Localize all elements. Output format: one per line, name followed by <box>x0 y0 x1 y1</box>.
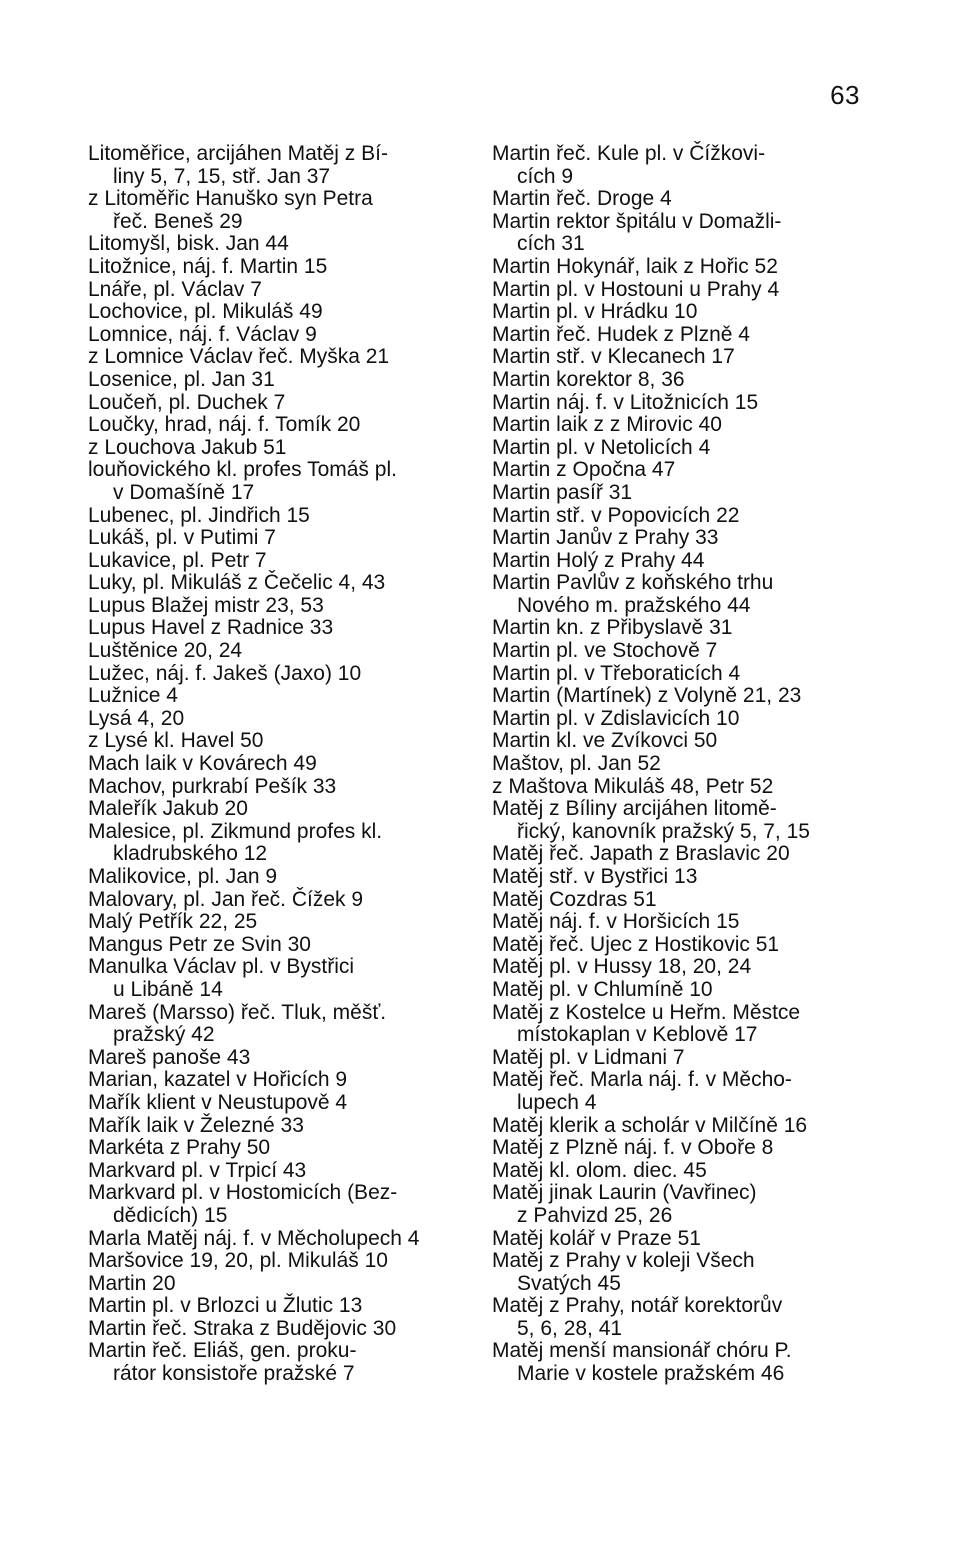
index-entry <box>88 550 473 573</box>
index-entry <box>492 663 872 686</box>
index-entry-line: Martin (Martínek) z Volyně 21, 23 <box>492 684 802 708</box>
index-entry <box>492 550 872 573</box>
index-entry <box>88 617 473 640</box>
index-entry-line: Maleřík Jakub 20 <box>88 797 248 821</box>
index-entry <box>492 1340 872 1385</box>
index-entry <box>88 527 473 550</box>
index-entry <box>492 324 872 347</box>
index-entry-line: Matěj pl. v Hussy 18, 20, 24 <box>492 955 752 979</box>
index-entry <box>492 843 872 866</box>
index-entry <box>88 1137 473 1160</box>
index-entry <box>88 188 473 233</box>
index-entry-continuation: řeč. Beneš 29 <box>113 209 243 233</box>
index-entry-line: Martin z Opočna 47 <box>492 458 676 482</box>
index-entry <box>492 798 872 843</box>
index-entry <box>88 369 473 392</box>
index-entry <box>88 753 473 776</box>
index-entry <box>88 1182 473 1227</box>
index-entry-line: Lukavice, pl. Petr 7 <box>88 548 267 572</box>
index-entry-line: Martin pl. v Hrádku 10 <box>492 300 698 324</box>
index-entry-line: Martin náj. f. v Litožnicích 15 <box>492 390 759 414</box>
index-entry <box>492 1115 872 1138</box>
index-entry <box>88 1160 473 1183</box>
index-entry-line: Matěj pl. v Lidmani 7 <box>492 1045 685 1069</box>
index-entry-continuation: dědicích) 15 <box>113 1203 228 1227</box>
index-entry-line: Litoměřice, arcijáhen Matěj z Bí- <box>88 142 388 165</box>
index-entry <box>492 934 872 957</box>
index-entry-line: Martin kn. z Přibyslavě 31 <box>492 616 733 640</box>
index-entry-continuation: 5, 6, 28, 41 <box>517 1316 623 1340</box>
index-entry <box>492 708 872 731</box>
index-entry-line: Martin Pavlův z koňského trhu <box>492 571 774 595</box>
index-entry-line: Martin kl. ve Zvíkovci 50 <box>492 729 718 753</box>
index-entry-line: Martin laik z z Mirovic 40 <box>492 413 722 437</box>
index-entry <box>88 572 473 595</box>
index-entry <box>88 1047 473 1070</box>
index-entry <box>492 979 872 1002</box>
index-entry <box>88 934 473 957</box>
index-entry-line: Matěj náj. f. v Horšicích 15 <box>492 910 740 934</box>
index-entry-line: Matěj z Prahy, notář korektorův <box>492 1294 783 1318</box>
index-entry-line: Matěj kl. olom. diec. 45 <box>492 1158 707 1182</box>
index-entry <box>88 346 473 369</box>
index-entry <box>492 730 872 753</box>
index-entry-continuation: Marie v kostele pražském 46 <box>517 1362 785 1386</box>
index-entry <box>492 527 872 550</box>
index-entry-line: Mareš panoše 43 <box>88 1045 251 1069</box>
index-entry-line: Lochovice, pl. Mikuláš 49 <box>88 300 323 324</box>
index-entry-line: Matěj pl. v Chlumíně 10 <box>492 977 713 1001</box>
index-entry-continuation: liny 5, 7, 15, stř. Jan 37 <box>113 164 331 188</box>
index-entry <box>88 821 473 866</box>
index-entry-line: Matěj řeč. Ujec z Hostikovic 51 <box>492 932 780 956</box>
index-entry <box>88 889 473 912</box>
index-entry-line: Marian, kazatel v Hořicích 9 <box>88 1068 348 1092</box>
index-entry <box>88 1340 473 1385</box>
index-entry <box>88 301 473 324</box>
index-entry <box>492 143 872 188</box>
index-entry <box>88 414 473 437</box>
index-entry <box>88 233 473 256</box>
index-entry-line: z Maštova Mikuláš 48, Petr 52 <box>492 774 774 798</box>
index-entry-line: Martin řeč. Eliáš, gen. proku- <box>88 1339 357 1363</box>
index-entry-line: Lupus Havel z Radnice 33 <box>88 616 334 640</box>
index-entry <box>492 753 872 776</box>
index-entry-line: Lomnice, náj. f. Václav 9 <box>88 322 317 346</box>
index-entry-line: Lnáře, pl. Václav 7 <box>88 277 262 301</box>
index-entry <box>492 369 872 392</box>
index-entry <box>492 256 872 279</box>
index-entry-line: Martin řeč. Droge 4 <box>492 187 672 211</box>
index-entry <box>88 459 473 504</box>
index-entry-line: Martin Holý z Prahy 44 <box>492 548 705 572</box>
index-entry <box>88 1069 473 1092</box>
index-entry-line: Maršovice 19, 20, pl. Mikuláš 10 <box>88 1249 388 1273</box>
index-entry-continuation: Svatých 45 <box>517 1271 621 1295</box>
index-entry-continuation: cích 31 <box>517 232 585 256</box>
index-entry-continuation: Nového m. pražského 44 <box>517 593 751 617</box>
index-entry-line: Marla Matěj náj. f. v Měcholupech 4 <box>88 1226 420 1250</box>
index-entry-line: Martin Hokynář, laik z Hořic 52 <box>492 254 778 278</box>
index-entry <box>88 1002 473 1047</box>
index-entry <box>492 279 872 302</box>
index-entry-continuation: lupech 4 <box>517 1090 597 1114</box>
index-entry-line: Loučky, hrad, náj. f. Tomík 20 <box>88 413 361 437</box>
index-entry <box>492 437 872 460</box>
index-entry-line: Martin pasíř 31 <box>492 480 633 504</box>
index-entry-line: Malovary, pl. Jan řeč. Čížek 9 <box>88 887 364 911</box>
index-entry-line: Martin pl. v Zdislavicích 10 <box>492 706 740 730</box>
index-entry <box>492 1295 872 1340</box>
index-entry-line: Martin řeč. Straka z Budějovic 30 <box>88 1316 397 1340</box>
index-entry <box>492 346 872 369</box>
index-entry-line: Martin 20 <box>88 1271 176 1295</box>
index-entry-line: Matěj stř. v Bystřici 13 <box>492 865 698 888</box>
index-entry <box>88 143 473 188</box>
index-entry <box>88 663 473 686</box>
index-entry-line: Matěj klerik a scholár v Milčíně 16 <box>492 1113 808 1137</box>
index-entry-continuation: v Domašíně 17 <box>113 480 255 504</box>
index-entry <box>88 1115 473 1138</box>
index-entry <box>88 279 473 302</box>
index-entry <box>492 1137 872 1160</box>
index-entry-line: Martin rektor špitálu v Domažli- <box>492 209 782 233</box>
index-entry-line: Lužec, náj. f. Jakeš (Jaxo) 10 <box>88 661 362 685</box>
index-entry-line: Markéta z Prahy 50 <box>88 1136 271 1160</box>
index-entry-line: Matěj kolář v Praze 51 <box>492 1226 701 1250</box>
index-entry <box>492 640 872 663</box>
index-entry-line: Malikovice, pl. Jan 9 <box>88 865 278 888</box>
index-entry <box>88 437 473 460</box>
index-entry <box>88 730 473 753</box>
index-entry-line: z Lysé kl. Havel 50 <box>88 729 264 753</box>
index-entry <box>492 617 872 640</box>
index-entry-line: Maštov, pl. Jan 52 <box>492 752 661 776</box>
index-entry-line: Matěj z Plzně náj. f. v Oboře 8 <box>492 1136 774 1160</box>
index-entry-continuation: kladrubského 12 <box>113 842 268 866</box>
index-column-right <box>492 143 872 1386</box>
index-entry-line: Martin řeč. Hudek z Plzně 4 <box>492 322 750 346</box>
index-entry <box>492 776 872 799</box>
index-entry <box>88 505 473 528</box>
index-entry <box>88 798 473 821</box>
index-entry-line: z Litoměřic Hanuško syn Petra <box>88 187 373 211</box>
index-entry <box>492 1002 872 1047</box>
index-entry-line: Manulka Václav pl. v Bystřici <box>88 955 355 979</box>
index-entry-line: louňovického kl. profes Tomáš pl. <box>88 458 397 482</box>
index-entry-continuation: z Pahvizd 25, 26 <box>517 1203 673 1227</box>
index-entry-line: Martin korektor 8, 36 <box>492 367 685 391</box>
index-entry-line: Matěj menší mansionář chóru P. <box>492 1339 792 1363</box>
index-entry-line: Loučeň, pl. Duchek 7 <box>88 390 286 414</box>
index-entry <box>492 392 872 415</box>
index-entry-continuation: pražský 42 <box>113 1023 215 1047</box>
index-entry-line: Losenice, pl. Jan 31 <box>88 367 275 391</box>
index-entry-continuation: rátor konsistoře pražské 7 <box>113 1362 355 1386</box>
index-entry-line: Martin pl. v Třeboraticích 4 <box>492 661 741 685</box>
index-entry-line: Matěj z Prahy v koleji Všech <box>492 1249 755 1273</box>
index-entry-continuation: u Libáně 14 <box>113 977 223 1001</box>
index-entry <box>88 324 473 347</box>
index-entry-line: Martin řeč. Kule pl. v Čížkovi- <box>492 142 766 165</box>
index-entry-line: Martin pl. v Brlozci u Žlutic 13 <box>88 1294 363 1318</box>
index-entry <box>88 392 473 415</box>
index-entry <box>88 595 473 618</box>
index-entry-line: Malesice, pl. Zikmund profes kl. <box>88 819 383 843</box>
index-entry-line: Mangus Petr ze Svin 30 <box>88 932 311 956</box>
index-entry-line: Markvard pl. v Hostomicích (Bez- <box>88 1181 398 1205</box>
index-entry <box>492 1047 872 1070</box>
index-entry-line: Martin Janův z Prahy 33 <box>492 526 719 550</box>
index-entry <box>88 256 473 279</box>
index-entry <box>88 1092 473 1115</box>
index-entry-line: Luštěnice 20, 24 <box>88 639 243 663</box>
index-entry-line: Markvard pl. v Trpicí 43 <box>88 1158 307 1182</box>
index-entry-continuation: místokaplan v Keblově 17 <box>517 1023 758 1047</box>
index-entry-line: Malý Petřík 22, 25 <box>88 910 258 934</box>
index-entry <box>492 482 872 505</box>
index-entry-line: Litožnice, náj. f. Martin 15 <box>88 254 328 278</box>
page-number: 63 <box>830 80 860 110</box>
index-entry-line: Lysá 4, 20 <box>88 706 185 730</box>
index-entry-line: z Lomnice Václav řeč. Myška 21 <box>88 345 390 369</box>
index-entry-line: Machov, purkrabí Pešík 33 <box>88 774 337 798</box>
index-entry-line: Lubenec, pl. Jindřich 15 <box>88 503 310 527</box>
index-entry-line: Luky, pl. Mikuláš z Čečelic 4, 43 <box>88 571 386 595</box>
index-entry-line: Matěj z Bíliny arcijáhen litomě- <box>492 797 777 821</box>
index-entry <box>492 301 872 324</box>
index-entry <box>492 1069 872 1114</box>
index-entry <box>492 572 872 617</box>
index-entry-line: Martin pl. ve Stochově 7 <box>492 639 718 663</box>
index-entry <box>492 1182 872 1227</box>
index-entry-line: Matěj řeč. Marla náj. f. v Měcho- <box>492 1068 792 1092</box>
index-entry-line: Lukáš, pl. v Putimi 7 <box>88 526 276 550</box>
index-entry <box>88 866 473 889</box>
index-entry <box>88 776 473 799</box>
index-entry-line: Lužnice 4 <box>88 684 178 708</box>
index-entry-line: Matěj Cozdras 51 <box>492 887 657 911</box>
index-entry-continuation: cích 9 <box>517 164 574 188</box>
index-entry-line: Mach laik v Kovárech 49 <box>88 752 317 776</box>
index-entry-line: Martin pl. v Hostouni u Prahy 4 <box>492 277 780 301</box>
index-entry <box>492 866 872 889</box>
index-entry <box>492 414 872 437</box>
index-entry <box>492 211 872 256</box>
index-entry <box>88 1250 473 1273</box>
index-entry <box>88 956 473 1001</box>
index-entry-line: Mařík laik v Železné 33 <box>88 1113 304 1137</box>
index-entry-line: Matěj jinak Laurin (Vavřinec) <box>492 1181 757 1205</box>
index-entry <box>492 1160 872 1183</box>
index-entry-line: Mareš (Marsso) řeč. Tluk, měšť. <box>88 1000 387 1024</box>
index-entry-line: Matěj z Kostelce u Heřm. Městce <box>492 1000 801 1024</box>
index-entry-line: Martin stř. v Popovicích 22 <box>492 503 740 527</box>
index-entry <box>492 505 872 528</box>
index-entry-line: Martin pl. v Netolicích 4 <box>492 435 711 459</box>
index-entry <box>88 911 473 934</box>
index-entry <box>88 708 473 731</box>
index-entry-line: Mařík klient v Neustupově 4 <box>88 1090 348 1114</box>
index-entry <box>88 1295 473 1318</box>
index-entry <box>492 911 872 934</box>
index-entry <box>492 1228 872 1251</box>
index-entry <box>492 459 872 482</box>
index-entry <box>88 640 473 663</box>
index-entry-line: z Louchova Jakub 51 <box>88 435 287 459</box>
index-entry-line: Martin stř. v Klecanech 17 <box>492 345 735 369</box>
index-entry <box>88 1273 473 1296</box>
index-entry <box>492 188 872 211</box>
index-entry-line: Lupus Blažej mistr 23, 53 <box>88 593 324 617</box>
index-entry-continuation: řický, kanovník pražský 5, 7, 15 <box>517 819 810 843</box>
index-column-left <box>88 143 473 1386</box>
index-entry <box>88 1228 473 1251</box>
index-entry <box>492 685 872 708</box>
index-entry <box>88 685 473 708</box>
index-entry <box>492 1250 872 1295</box>
index-entry <box>88 1318 473 1341</box>
index-entry-line: Matěj řeč. Japath z Braslavic 20 <box>492 842 790 866</box>
index-entry <box>492 956 872 979</box>
index-entry <box>492 889 872 912</box>
index-entry-line: Litomyšl, bisk. Jan 44 <box>88 232 289 256</box>
